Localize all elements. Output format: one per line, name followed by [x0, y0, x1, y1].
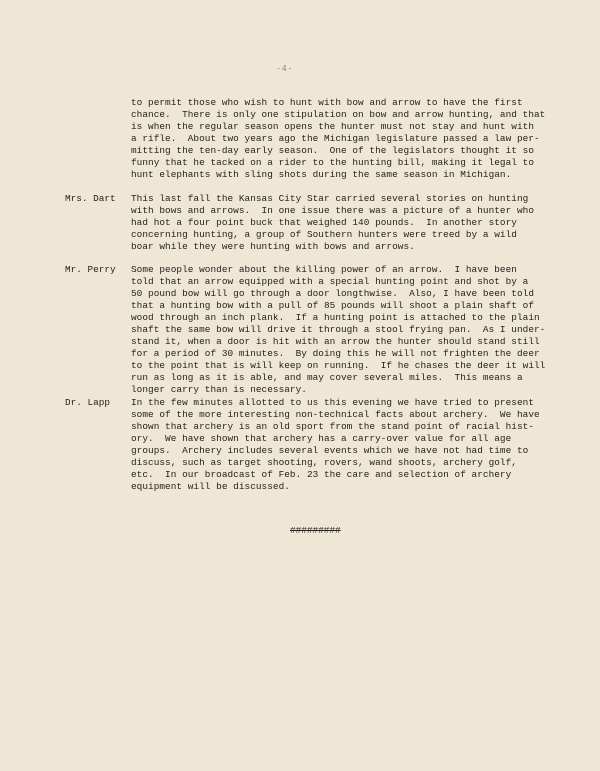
text-line: told that an arrow equipped with a special hunting point and shot by a [131, 276, 529, 287]
text-line: mitting the ten-day early season. One of the legislators thought it so [131, 145, 534, 156]
text-line: funny that he tacked on a rider to the hunting bill, making it legal to [131, 157, 534, 168]
text-line: ory. We have shown that archery has a carry-over value for all age [131, 433, 512, 444]
end-mark: ######### [290, 525, 341, 536]
text-line: Some people wonder about the killing power of an arrow. I have been [131, 264, 517, 275]
text-line: is when the regular season opens the hunter must not stay and hunt with [131, 121, 534, 132]
text-line: discuss, such as target shooting, rovers, wand shoots, archery golf, [131, 457, 517, 468]
speaker-label: Mr. Perry [65, 264, 116, 275]
text-line: some of the more interesting non-technical facts about archery. We have [131, 409, 540, 420]
speaker-label: Dr. Lapp [65, 397, 111, 408]
text-line: chance. There is only one stipulation on bow and arrow hunting, and that [131, 109, 546, 120]
text-line: to permit those who wish to hunt with bow and arrow to have the first [131, 97, 523, 108]
text-line: to the point that is will keep on running. If he chases the deer it will [131, 360, 546, 371]
text-line: shown that archery is an old sport from the stand point of racial hist- [131, 421, 534, 432]
text-line: with bows and arrows. In one issue there was a picture of a hunter who [131, 205, 534, 216]
text-line: 50 pound bow will go through a door longthwise. Also, I have been told [131, 288, 534, 299]
text-line: In the few minutes allotted to us this evening we have tried to present [131, 397, 534, 408]
text-line: concerning hunting, a group of Southern hunters were treed by a wild [131, 229, 517, 240]
text-line: longer carry than is necessary. [131, 384, 307, 395]
page-number: -4- [276, 64, 294, 73]
speaker-label: Mrs. Dart [65, 193, 116, 204]
text-line: a rifle. About two years ago the Michigan legislature passed a law per- [131, 133, 540, 144]
text-line: equipment will be discussed. [131, 481, 290, 492]
text-line: wood through an inch plank. If a hunting point is attached to the plain [131, 312, 540, 323]
text-line: etc. In our broadcast of Feb. 23 the care and selection of archery [131, 469, 512, 480]
text-line: had hot a four point buck that weighed 140 pounds. In another story [131, 217, 517, 228]
text-line: This last fall the Kansas City Star carried several stories on hunting [131, 193, 529, 204]
text-line: that a hunting bow with a pull of 85 pounds will shoot a plain shaft of [131, 300, 534, 311]
text-line: stand it, when a door is hit with an arrow the hunter should stand still [131, 336, 540, 347]
text-line: run as long as it is able, and may cover several miles. This means a [131, 372, 523, 383]
text-line: for a period of 30 minutes. By doing this he will not frighten the deer [131, 348, 540, 359]
text-line: shaft the same bow will drive it through a stool frying pan. As I under- [131, 324, 546, 335]
text-line: hunt elephants with sling shots during the same season in Michigan. [131, 169, 512, 180]
text-line: boar while they were hunting with bows and arrows. [131, 241, 415, 252]
text-line: groups. Archery includes several events which we have not had time to [131, 445, 529, 456]
